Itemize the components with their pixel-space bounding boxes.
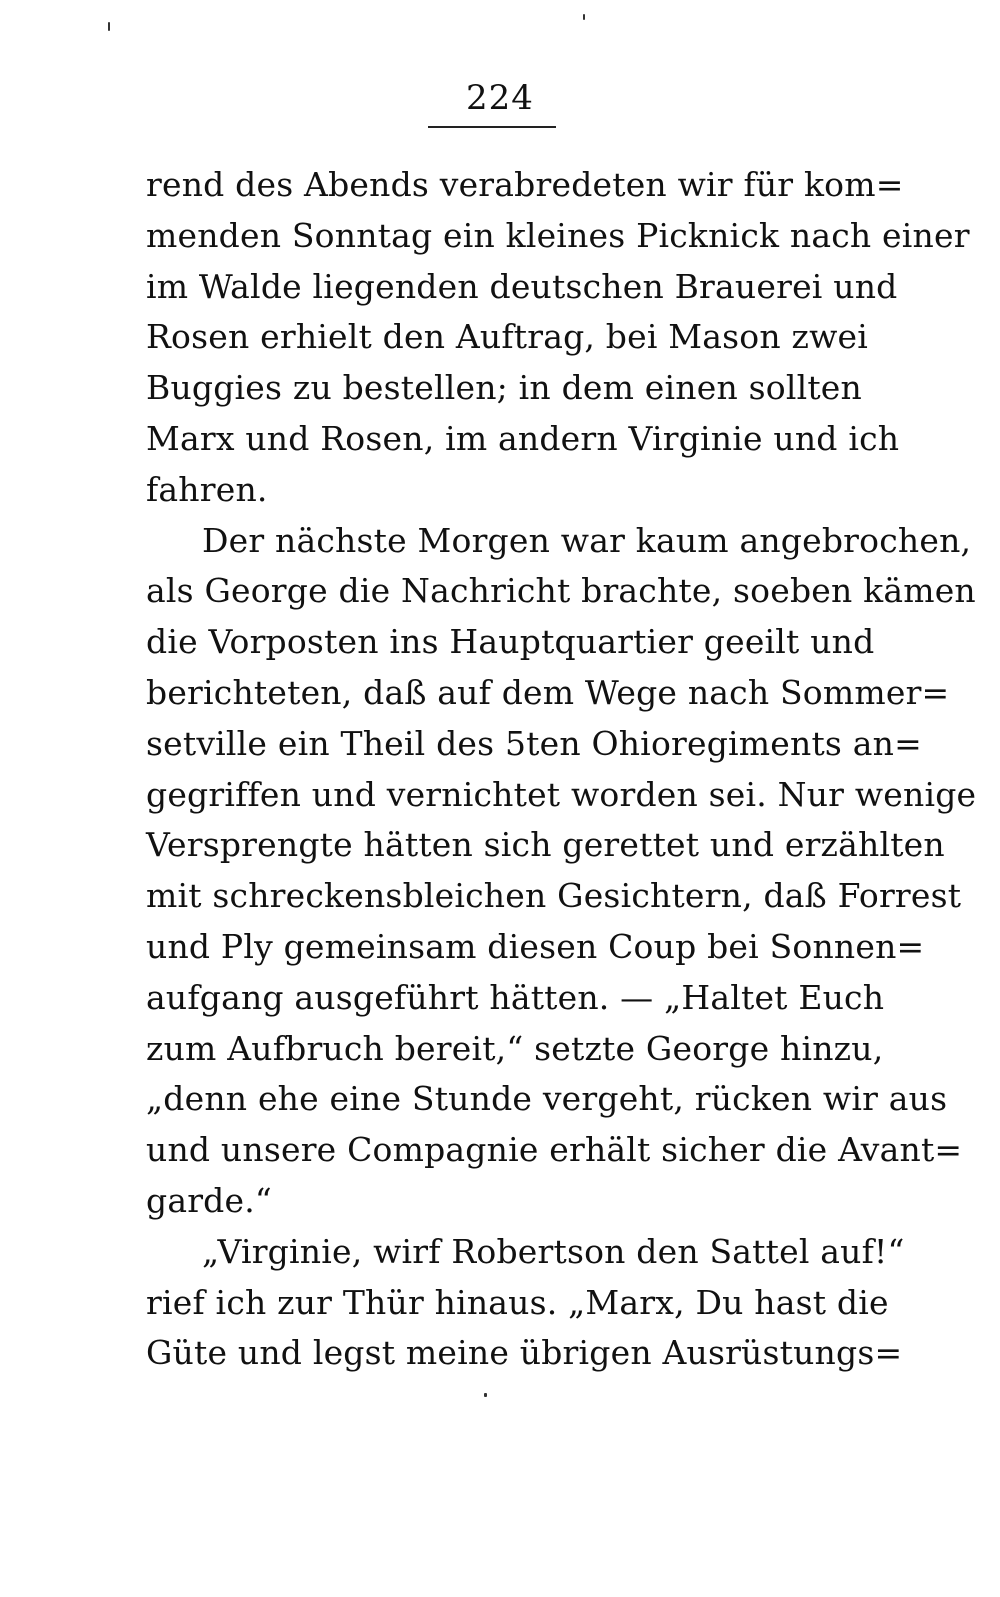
- text-line: Rosen erhielt den Auftrag, bei Mason zwei: [146, 317, 869, 357]
- text-line: berichteten, daß auf dem Wege nach Sommer=: [146, 672, 950, 712]
- text-line: als George die Nachricht brachte, soeben kämen: [146, 571, 976, 611]
- scan-speck: [108, 22, 110, 31]
- text-line: fahren.: [146, 469, 268, 509]
- paragraph-start-line: Der nächste Morgen war kaum angebrochen,: [202, 520, 972, 560]
- paragraph-start-line: „Virginie, wirf Robertson den Sattel auf!“: [202, 1231, 905, 1271]
- text-line: im Walde liegenden deutschen Brauerei und: [146, 266, 898, 306]
- body-text: [146, 160, 977, 1379]
- text-line: mit schreckensbleichen Gesichtern, daß Forrest: [146, 876, 962, 916]
- text-line: „denn ehe eine Stunde vergeht, rücken wir aus: [146, 1079, 948, 1119]
- text-line: menden Sonntag ein kleines Picknick nach einer: [146, 215, 970, 255]
- text-line: setville ein Theil des 5ten Ohioregiments an=: [146, 723, 922, 763]
- text-line: gegriffen und vernichtet worden sei. Nur wenige: [146, 774, 977, 814]
- text-line: und unsere Compagnie erhält sicher die Avant=: [146, 1130, 963, 1170]
- scan-speck: [484, 1393, 487, 1397]
- text-line: Güte und legst meine übrigen Ausrüstungs=: [146, 1333, 903, 1373]
- text-line: Marx und Rosen, im andern Virginie und ich: [146, 418, 900, 458]
- text-line: Versprengte hätten sich gerettet und erzählten: [146, 825, 945, 865]
- text-line: rief ich zur Thür hinaus. „Marx, Du hast die: [146, 1282, 889, 1322]
- header-rule: [428, 126, 556, 128]
- text-line: zum Aufbruch bereit,“ setzte George hinzu,: [146, 1028, 884, 1068]
- text-line: aufgang ausgeführt hätten. — „Haltet Euch: [146, 977, 885, 1017]
- scan-speck: [583, 14, 585, 20]
- text-line: rend des Abends verabredeten wir für kom=: [146, 165, 904, 204]
- text-line: und Ply gemeinsam diesen Coup bei Sonnen=: [146, 926, 925, 966]
- text-line: garde.“: [146, 1180, 272, 1220]
- page-number: 224: [466, 78, 534, 118]
- text-line: die Vorposten ins Hauptquartier geeilt und: [146, 622, 875, 662]
- text-line: Buggies zu bestellen; in dem einen sollten: [146, 368, 862, 408]
